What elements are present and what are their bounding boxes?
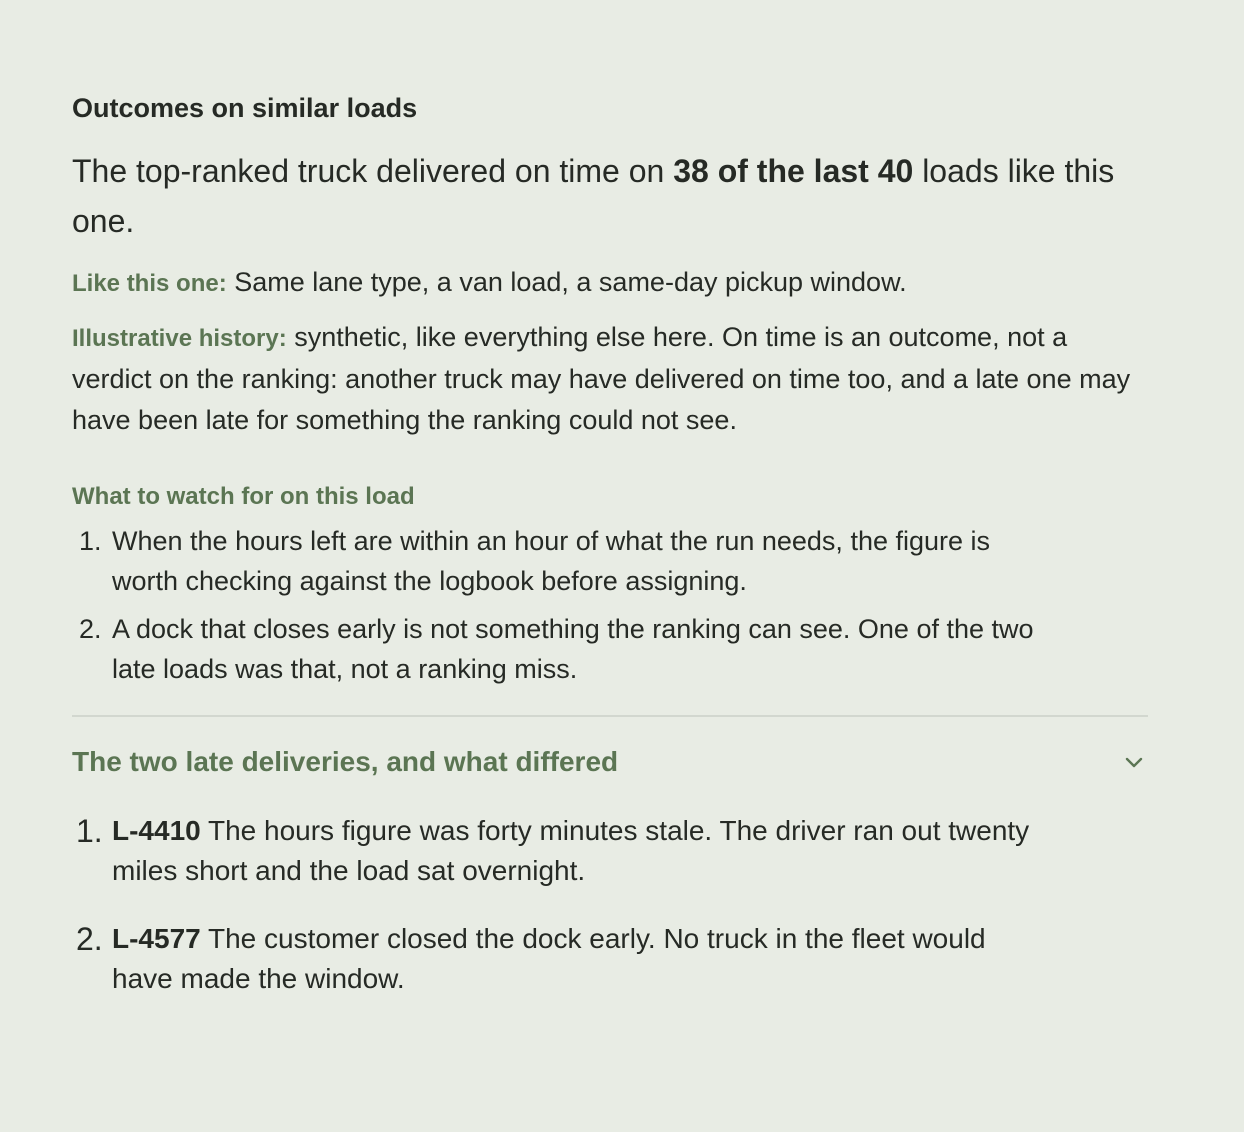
illustrative-history-text: synthetic, like everything else here. On time is an outcome, not a verdict on the ranking: another truck may have delivered on time too, and a late one may have been late for something the ranking could not see. (72, 322, 1131, 435)
headline-text: The top-ranked truck delivered on time on (72, 153, 674, 189)
illustrative-history-note (72, 317, 1148, 441)
list-number: 1. (79, 526, 102, 556)
load-id: L-4577 (112, 923, 201, 954)
list-item-text: When the hours left are within an hour of what the run needs, the figure is worth checking against the logbook before assigning. (112, 526, 991, 596)
divider (72, 715, 1148, 717)
outcomes-panel (72, 88, 1148, 1027)
list-item-text: A dock that closes early is not something the ranking can see. One of the two late loads was that, not a ranking miss. (112, 614, 1034, 684)
section-title: Outcomes on similar loads (72, 93, 418, 123)
late-deliveries-toggle-label: The two late deliveries, and what differed (72, 746, 619, 777)
like-this-one-label: Like this one: (72, 270, 227, 297)
chevron-down-icon[interactable] (1122, 750, 1146, 774)
headline-text-end: loads like this one. (72, 153, 1115, 239)
like-this-one-text: Same lane type, a van load, a same-day pickup window. (226, 267, 907, 297)
list-item (72, 521, 1042, 601)
illustrative-history-label: Illustrative history: (72, 325, 287, 352)
list-number: 2. (79, 614, 102, 644)
late-deliveries-toggle[interactable] (72, 741, 1148, 783)
late-deliveries-list (72, 811, 1148, 999)
list-item-text: The hours figure was forty minutes stale. The driver ran out twenty miles short and the load sat overnight. (112, 815, 1030, 886)
list-item (72, 919, 1052, 999)
list-number: 1. (76, 813, 103, 849)
list-item (72, 609, 1042, 689)
load-id: L-4410 (112, 815, 201, 846)
list-number: 2. (76, 921, 103, 957)
list-item (72, 811, 1052, 891)
like-this-one-note (72, 262, 1148, 304)
watch-title: What to watch for on this load (72, 483, 415, 510)
list-item-text: The customer closed the dock early. No truck in the fleet would have made the window. (112, 923, 986, 994)
on-time-count: 38 of the last 40 (673, 153, 914, 189)
watch-list (72, 521, 1148, 689)
outcome-headline (72, 146, 1148, 246)
